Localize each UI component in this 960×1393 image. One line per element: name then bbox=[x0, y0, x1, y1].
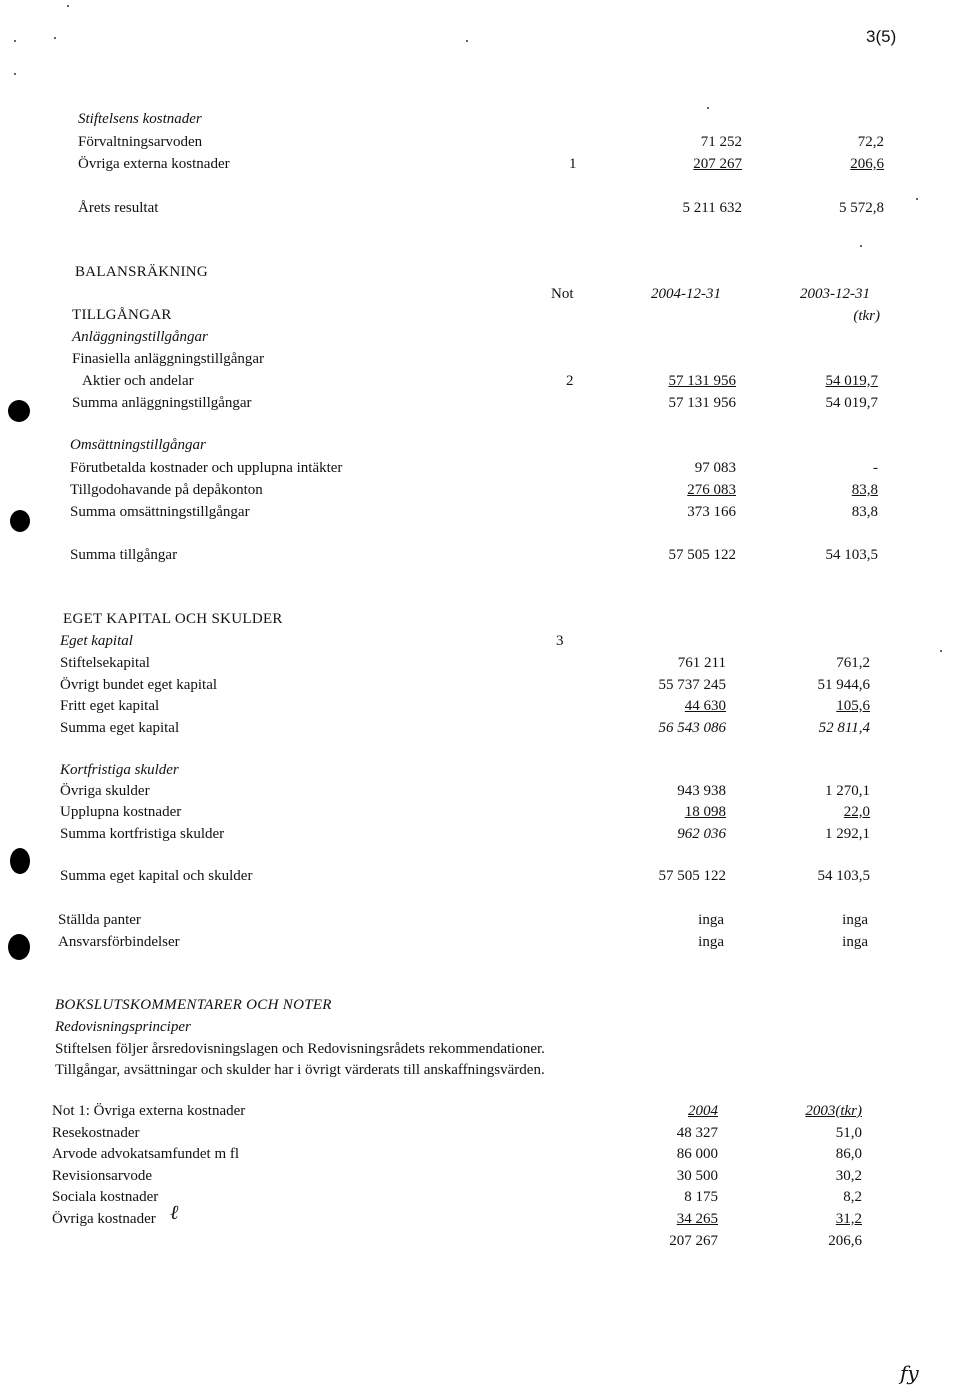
value-2004: 57 131 956 bbox=[668, 373, 736, 389]
value-2004: 57 131 956 bbox=[668, 395, 736, 411]
value-2003: 54 103,5 bbox=[825, 547, 878, 563]
sum-label: Summa eget kapital bbox=[60, 720, 180, 736]
value-2004: 44 630 bbox=[684, 698, 726, 714]
subheading: Kortfristiga skulder bbox=[60, 762, 179, 778]
col-header-not: Not bbox=[551, 286, 574, 302]
row-label: Övriga skulder bbox=[60, 783, 150, 799]
handwritten-initials: fy bbox=[900, 1361, 919, 1385]
value-2004: 97 083 bbox=[694, 460, 736, 476]
value-2004: 207 267 bbox=[693, 156, 742, 172]
value-2004: inga bbox=[698, 912, 724, 928]
row-label: Övriga kostnader bbox=[52, 1211, 156, 1227]
value-2003: 761,2 bbox=[836, 655, 870, 671]
note1-total-2004: 207 267 bbox=[669, 1233, 718, 1249]
sum-label: Summa omsättningstillgångar bbox=[70, 504, 250, 520]
page-number: 3(5) bbox=[866, 27, 897, 46]
balance-title: BALANSRÄKNING bbox=[75, 264, 209, 280]
value-2004: 48 327 bbox=[676, 1125, 718, 1141]
value-2004: 8 175 bbox=[684, 1189, 718, 1205]
col-header-2004: 2004-12-31 bbox=[651, 286, 721, 302]
value-2004: inga bbox=[698, 934, 724, 950]
section-heading-tillgangar: TILLGÅNGAR bbox=[72, 307, 172, 323]
subheading: Eget kapital bbox=[60, 633, 133, 649]
value-2004: 18 098 bbox=[684, 804, 726, 820]
value-2003: 83,8 bbox=[851, 504, 878, 520]
row-label: Revisionsarvode bbox=[52, 1168, 152, 1184]
note-ref: 1 bbox=[569, 156, 577, 172]
unit-label: (tkr) bbox=[853, 308, 880, 324]
row-label: Sociala kostnader bbox=[52, 1189, 159, 1205]
value-2004: 55 737 245 bbox=[658, 677, 726, 693]
subheading: Omsättningstillgångar bbox=[70, 437, 206, 453]
col-header-2003: 2003-12-31 bbox=[800, 286, 870, 302]
binding-hole bbox=[10, 510, 30, 532]
binding-hole bbox=[8, 934, 30, 960]
section-heading-eget: EGET KAPITAL OCH SKULDER bbox=[63, 611, 283, 627]
value-2003: 54 019,7 bbox=[825, 373, 878, 389]
value-2004: 86 000 bbox=[676, 1146, 718, 1162]
result-label: Årets resultat bbox=[78, 200, 159, 216]
value-2003: 30,2 bbox=[835, 1168, 862, 1184]
value-2003: 54 103,5 bbox=[817, 868, 870, 884]
row-label: Övrigt bundet eget kapital bbox=[60, 677, 218, 693]
value-2003: 54 019,7 bbox=[825, 395, 878, 411]
value-2003: 86,0 bbox=[835, 1146, 862, 1162]
row-label: Resekostnader bbox=[52, 1125, 140, 1141]
row-label: Aktier och andelar bbox=[82, 373, 194, 389]
note-ref: 3 bbox=[556, 633, 564, 649]
row-label: Ställda panter bbox=[58, 912, 141, 928]
value-2004: 57 505 122 bbox=[658, 868, 726, 884]
value-2003: 206,6 bbox=[850, 156, 884, 172]
value-2003: inga bbox=[842, 912, 868, 928]
value-2003: 105,6 bbox=[836, 698, 870, 714]
value-2004: 56 543 086 bbox=[658, 720, 726, 736]
value-2003: 22,0 bbox=[843, 804, 870, 820]
handwritten-mark: ℓ bbox=[170, 1200, 179, 1224]
value-2004: 34 265 bbox=[676, 1211, 718, 1227]
binding-hole bbox=[8, 400, 30, 422]
row-label: Upplupna kostnader bbox=[60, 804, 182, 820]
sum-label: Summa anläggningstillgångar bbox=[72, 395, 252, 411]
row-label: Arvode advokatsamfundet m fl bbox=[52, 1146, 240, 1162]
value-2003: 1 270,1 bbox=[825, 783, 870, 799]
value-2003: 51 944,6 bbox=[817, 677, 870, 693]
result-2004: 5 211 632 bbox=[682, 200, 742, 216]
note1-heading: Not 1: Övriga externa kostnader bbox=[52, 1103, 246, 1119]
row-label: Övriga externa kostnader bbox=[78, 156, 230, 172]
section-heading-kostnader: Stiftelsens kostnader bbox=[78, 111, 202, 127]
value-2004: 962 036 bbox=[677, 826, 726, 842]
value-2003: 1 292,1 bbox=[825, 826, 870, 842]
value-2003: 52 811,4 bbox=[818, 720, 870, 736]
subheading: Finasiella anläggningstillgångar bbox=[72, 351, 265, 367]
row-label: Stiftelsekapital bbox=[60, 655, 150, 671]
result-2003: 5 572,8 bbox=[839, 200, 884, 216]
note1-col-2004: 2004 bbox=[688, 1103, 718, 1119]
notes-text: Stiftelsen följer årsredovisningslagen och Redovisningsrådets rekommendationer. bbox=[55, 1041, 545, 1057]
row-label: Fritt eget kapital bbox=[60, 698, 160, 714]
value-2003: 72,2 bbox=[857, 134, 884, 150]
value-2003: 8,2 bbox=[843, 1189, 862, 1205]
note1-col-2003: 2003(tkr) bbox=[805, 1103, 862, 1119]
value-2004: 30 500 bbox=[676, 1168, 718, 1184]
value-2003: 51,0 bbox=[835, 1125, 862, 1141]
row-label: Tillgodohavande på depåkonton bbox=[70, 482, 263, 498]
binding-hole bbox=[10, 848, 30, 874]
row-label: Ansvarsförbindelser bbox=[58, 934, 180, 950]
row-label: Förvaltningsarvoden bbox=[78, 134, 203, 150]
sum-label: Summa eget kapital och skulder bbox=[60, 868, 253, 884]
note-ref: 2 bbox=[566, 373, 574, 389]
notes-heading: BOKSLUTSKOMMENTARER OCH NOTER bbox=[55, 997, 332, 1013]
notes-subheading: Redovisningsprinciper bbox=[55, 1019, 191, 1035]
value-2004: 373 166 bbox=[687, 504, 736, 520]
value-2004: 276 083 bbox=[687, 482, 736, 498]
subheading: Anläggningstillgångar bbox=[72, 329, 208, 345]
sum-label: Summa kortfristiga skulder bbox=[60, 826, 225, 842]
value-2003: inga bbox=[842, 934, 868, 950]
value-2004: 943 938 bbox=[677, 783, 726, 799]
value-2004: 71 252 bbox=[700, 134, 742, 150]
sum-label: Summa tillgångar bbox=[70, 547, 178, 563]
value-2003: 83,8 bbox=[851, 482, 878, 498]
value-2003: 31,2 bbox=[835, 1211, 862, 1227]
value-2003: - bbox=[873, 460, 878, 476]
value-2004: 761 211 bbox=[677, 655, 726, 671]
notes-text: Tillgångar, avsättningar och skulder har i övrigt värderats till anskaffningsvärden. bbox=[55, 1062, 545, 1078]
note1-total-2003: 206,6 bbox=[828, 1233, 862, 1249]
value-2004: 57 505 122 bbox=[668, 547, 736, 563]
row-label: Förutbetalda kostnader och upplupna intäkter bbox=[70, 460, 343, 476]
